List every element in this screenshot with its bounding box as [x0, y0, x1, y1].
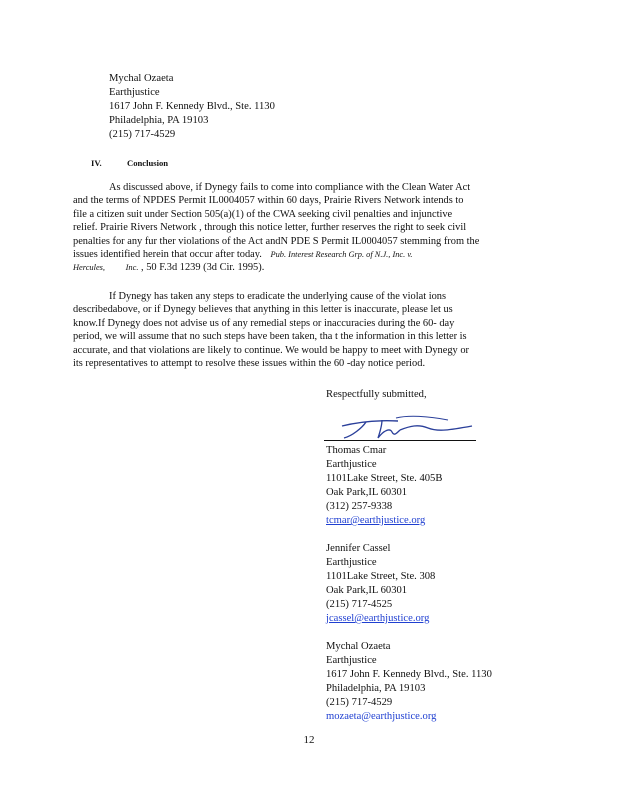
signatory-email-row: [326, 612, 451, 626]
signatory-phone: (215) 717-4525: [326, 599, 393, 610]
signatory-city: Philadelphia, PA 19103: [326, 683, 426, 694]
paragraph-1: [73, 181, 535, 275]
p1-line: penalties for any fur ther violations of the Act andN PDE S Permit IL0004057 stemming from the: [73, 235, 480, 247]
p1-line-text: issues identified herein that occur after today.: [73, 249, 262, 261]
p1-line: relief. Prairie Rivers Network , through this notice letter, further reserves the right to seek civil: [73, 222, 467, 234]
p1-line: and the terms of NPDES Permit IL0004057 within 60 days, Prairie Rivers Network intends to: [73, 195, 464, 207]
p2-line: describedabove, or if Dynegy believes that anything in this letter is inaccurate, please let us: [73, 304, 453, 316]
page-number: 12: [303, 734, 315, 746]
signatory-email-row: [326, 710, 492, 724]
signatory-street: 1101Lake Street, Ste. 405B: [326, 473, 443, 484]
signatory-city: Oak Park,IL 60301: [326, 487, 408, 498]
signatory-thomas-cmar: [326, 444, 451, 528]
p2-line: know.If Dynegy does not advise us of any remedial steps or inaccuracies during the 60- day: [73, 317, 455, 329]
p1-line: file a citizen suit under Section 505(a)(1) of the CWA seeking civil penalties and injunctive: [73, 208, 453, 220]
signatory-org: Earthjustice: [326, 655, 377, 666]
signatory-name: Mychal Ozaeta: [326, 641, 391, 652]
signatory-org: Earthjustice: [326, 459, 377, 470]
signature-image: [338, 412, 478, 442]
p2-line: its representatives to attempt to resolve these issues within the 60 -day notice period.: [73, 358, 426, 370]
p1-line-with-citation: [73, 248, 535, 261]
signatory-email-row: [326, 514, 451, 528]
signatory-org: Earthjustice: [326, 557, 377, 568]
signatory-email-link[interactable]: mozaeta@earthjustice.org: [326, 711, 437, 722]
p2-line: period, we will assume that no such steps have been taken, tha t the information in this letter is: [73, 331, 467, 343]
signatory-email-link[interactable]: jcassel@earthjustice.org: [326, 613, 430, 624]
section-title: Conclusion: [127, 158, 169, 168]
citation-party: Hercules,: [73, 263, 106, 273]
signatory-phone: (215) 717-4529: [326, 697, 393, 708]
p1-citation-line: [73, 261, 535, 274]
p2-line: If Dynegy has taken any steps to eradicate the underlying cause of the violat ions: [109, 291, 447, 302]
citation-case-name: Pub. Interest Research Grp. of N.J., Inc. v.: [270, 250, 413, 260]
signatory-name: Jennifer Cassel: [326, 543, 391, 554]
section-number: IV.: [91, 158, 102, 168]
signatory-street: 1617 John F. Kennedy Blvd., Ste. 1130: [326, 669, 492, 680]
address-city: Philadelphia, PA 19103: [109, 115, 209, 126]
p1-line: As discussed above, if Dynegy fails to come into compliance with the Clean Water Act: [109, 182, 471, 193]
signatory-phone: (312) 257-9338: [326, 501, 393, 512]
closing: Respectfully submitted,: [326, 389, 427, 400]
signatory-email-link[interactable]: tcmar@earthjustice.org: [326, 515, 426, 526]
paragraph-2: [73, 290, 535, 370]
citation-reporter: , 50 F.3d 1239 (3d Cir. 1995).: [141, 262, 265, 274]
signatory-city: Oak Park,IL 60301: [326, 585, 408, 596]
signatory-name: Thomas Cmar: [326, 445, 387, 456]
address-name: Mychal Ozaeta: [109, 73, 174, 84]
address-street: 1617 John F. Kennedy Blvd., Ste. 1130: [109, 101, 275, 112]
top-address-block: [109, 72, 275, 142]
address-org: Earthjustice: [109, 87, 160, 98]
address-phone: (215) 717-4529: [109, 129, 176, 140]
p2-line: accurate, and that violations are likely to continue. We would be happy to meet with Dynegy or: [73, 344, 470, 356]
signature-line: [324, 440, 476, 441]
citation-inc: Inc.: [125, 263, 139, 273]
signatory-jennifer-cassel: [326, 542, 451, 626]
signatory-street: 1101Lake Street, Ste. 308: [326, 571, 436, 582]
signatory-mychal-ozaeta: [326, 640, 492, 724]
